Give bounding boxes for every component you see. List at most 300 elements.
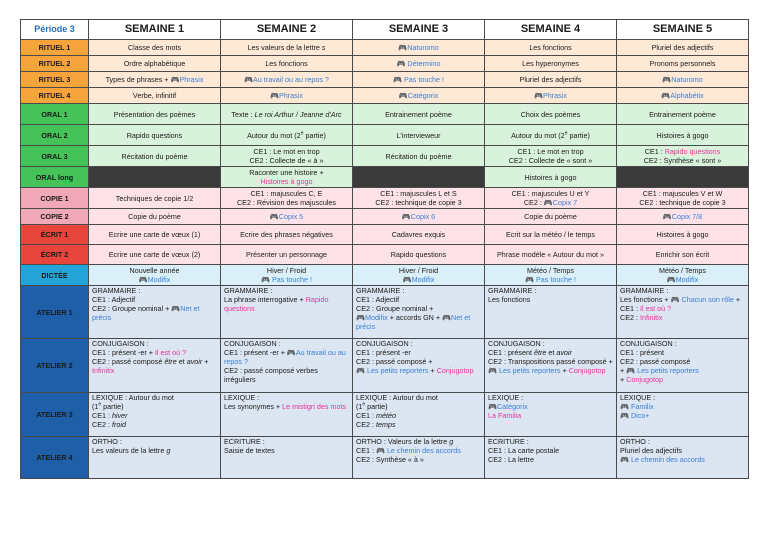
cell-text-pink: Infinitix	[92, 366, 115, 375]
cell-text: et	[546, 348, 557, 357]
cell-heading: CONJUGAISON :	[92, 339, 149, 348]
game-link[interactable]: Alphabétix	[670, 91, 704, 100]
cell-line: CE1 : majuscules C, E	[250, 189, 323, 198]
game-link[interactable]: Net et précis	[92, 304, 200, 322]
game-link[interactable]: Naturomo	[671, 75, 703, 84]
cell-line: CE1 : La carte postale	[488, 446, 560, 455]
cell-text-italic: avoir	[186, 357, 203, 366]
game-controller-icon: 🎮	[626, 366, 636, 375]
row-oral-3	[21, 146, 749, 167]
cell-text: +	[733, 295, 741, 304]
cell-text: Autour du mot (2	[247, 130, 301, 140]
row-label: RITUEL 4	[21, 88, 89, 104]
game-link[interactable]: Copix 7/8	[671, 212, 703, 221]
cell	[617, 88, 749, 104]
row-label: ÉCRIT 2	[21, 245, 89, 265]
game-link[interactable]: Modifix	[364, 313, 388, 322]
cell-heading: GRAMMAIRE :	[620, 286, 669, 295]
game-controller-icon: 🎮	[356, 313, 365, 322]
cell-text-sup: e	[362, 401, 366, 408]
cell	[353, 40, 485, 56]
cell-text-italic: froid	[111, 420, 126, 429]
game-controller-icon: 🎮	[171, 304, 181, 313]
game-link[interactable]: Pas touche !	[535, 275, 576, 284]
cell-line: CE1 : Le mot en trop	[517, 147, 584, 156]
cell-text: partie)	[303, 130, 326, 140]
cell	[221, 88, 353, 104]
cell: Entrainement poème	[353, 104, 485, 125]
cell-text-pink: Conjugotop	[568, 366, 606, 375]
cell-text-italic: Le roi Arthur / Jeanne d'Arc	[254, 109, 342, 119]
cell	[617, 265, 749, 286]
cell-text: Valeurs de la lettre	[387, 437, 450, 446]
row-rituel-1	[21, 40, 749, 56]
game-link[interactable]: Modifix	[411, 275, 435, 284]
cell-text: CE1 :	[356, 411, 376, 420]
cell-text: CE1 :	[92, 411, 112, 420]
cell	[617, 146, 749, 167]
cell	[89, 339, 221, 393]
cell-line: CE2 : Synthèse « à »	[356, 455, 424, 464]
cell	[221, 437, 353, 479]
row-atelier-3	[21, 393, 749, 437]
cell: Ecrire des phrases négatives	[221, 225, 353, 245]
game-link[interactable]: Le chemin des accords	[630, 455, 705, 464]
cell	[353, 72, 485, 88]
cell-text: CE2 :	[620, 313, 640, 322]
row-atelier-1	[21, 286, 749, 339]
game-link[interactable]: Naturomo	[407, 43, 439, 52]
cell	[221, 72, 353, 88]
cell-text-pink: Rapido questions	[224, 295, 329, 313]
weekly-planner-table	[20, 19, 749, 479]
cell-line: CE2 : Collecte de « sont »	[508, 156, 593, 165]
cell-text-italic: g	[449, 437, 454, 446]
cell-line: CE1 : Adjectif	[356, 295, 400, 304]
cell-text: +	[202, 357, 209, 366]
game-link[interactable]: Phrasix	[542, 91, 567, 100]
cell-text: Les synonymes +	[224, 402, 283, 411]
cell	[89, 437, 221, 479]
cell-line: Raconter une histoire +	[249, 168, 324, 177]
game-controller-icon: 🎮	[286, 348, 296, 357]
cell-text: CE1 : présent -er +	[92, 348, 155, 357]
cell-heading: CONJUGAISON :	[224, 339, 281, 348]
cell-line: CE1 : Le mot en trop	[253, 147, 320, 156]
cell	[485, 88, 617, 104]
cell	[221, 393, 353, 437]
cell	[353, 265, 485, 286]
cell: Ordre alphabétique	[89, 56, 221, 72]
cell: Histoires à gogo	[617, 125, 749, 146]
game-controller-icon: 🎮	[662, 212, 672, 221]
game-controller-icon: 🎮	[270, 91, 279, 100]
header-row	[21, 20, 749, 40]
cell	[485, 437, 617, 479]
cell-text: La phrase interrogative +	[224, 295, 306, 304]
game-controller-icon: 🎮	[375, 446, 385, 455]
cell-line: CE2 : La lettre	[488, 455, 534, 464]
cell	[353, 437, 485, 479]
game-controller-icon: 🎮	[662, 75, 672, 84]
cell-line: CE1 : Adjectif	[92, 295, 136, 304]
cell-line: Météo / Temps	[526, 266, 574, 275]
cell	[485, 286, 617, 339]
row-rituel-2	[21, 56, 749, 72]
cell-text-sup: e	[98, 401, 102, 408]
cell	[221, 265, 353, 286]
cell-text: +	[620, 366, 627, 375]
row-ecrit-1	[21, 225, 749, 245]
cell: Classe des mots	[89, 40, 221, 56]
cell-text: partie)	[567, 130, 590, 140]
cell-line: Météo / Temps	[658, 266, 706, 275]
cell-text: CE1 :	[356, 446, 376, 455]
row-label: ORAL 3	[21, 146, 89, 167]
cell-text: CE1 : présent	[488, 348, 534, 357]
game-link[interactable]: Au travail ou au repos ?	[224, 348, 346, 366]
week-header-3: SEMAINE 3	[353, 20, 485, 40]
cell	[221, 209, 353, 225]
row-label: ORAL 1	[21, 104, 89, 125]
cell-text-sup: e	[564, 130, 568, 137]
game-controller-icon: 🎮	[620, 455, 629, 464]
cell	[89, 286, 221, 339]
cell-text: CE2 :	[92, 420, 112, 429]
game-link[interactable]: Pas touche !	[271, 275, 312, 284]
cell-text: partie)	[101, 402, 124, 411]
cell	[353, 339, 485, 393]
cell-heading: GRAMMAIRE :	[488, 286, 537, 295]
row-label: ORAL 2	[21, 125, 89, 146]
game-controller-icon: 🎮	[666, 275, 676, 284]
game-controller-icon: 🎮	[244, 75, 254, 84]
game-link[interactable]: Pas touche !	[403, 75, 444, 84]
game-link[interactable]: Catégorix	[496, 402, 528, 411]
cell	[221, 104, 353, 125]
cell	[221, 339, 353, 393]
game-controller-icon: 🎮	[525, 275, 534, 284]
cell-line: CE1 : majuscules V et W	[642, 189, 723, 198]
cell: Les hyperonymes	[485, 56, 617, 72]
game-link[interactable]: Phrasix	[179, 75, 204, 84]
cell: L'intervieweur	[353, 125, 485, 146]
cell-text: Types de phrases +	[105, 75, 171, 84]
cell: Copie du poème	[89, 209, 221, 225]
cell-heading: GRAMMAIRE :	[224, 286, 273, 295]
cell-line: CE1 : majuscules L et S	[380, 189, 457, 198]
cell: Ecrit sur la météo / le temps	[485, 225, 617, 245]
cell-text: CE1 :	[644, 147, 665, 156]
cell	[485, 188, 617, 209]
cell-heading: CONJUGAISON :	[356, 339, 413, 348]
row-rituel-4	[21, 88, 749, 104]
game-link[interactable]: Les petits reporters	[637, 366, 699, 375]
cell-heading: ECRITURE :	[224, 437, 265, 446]
cell-text-pink: Conjugotop	[626, 375, 663, 384]
row-dictee	[21, 265, 749, 286]
game-link[interactable]: Détermino	[407, 59, 441, 68]
row-atelier-4	[21, 437, 749, 479]
row-oral-2	[21, 125, 749, 146]
cell-text: Autour du mot (2	[511, 130, 565, 140]
cell	[617, 393, 749, 437]
cell-empty	[89, 167, 221, 188]
cell-text: CE1 :	[620, 304, 640, 313]
cell	[617, 209, 749, 225]
cell-text-pink: Conjugotop	[436, 366, 474, 375]
cell-line: CE2 : passé composé +	[356, 357, 433, 366]
row-label: ATELIER 4	[21, 437, 89, 479]
cell: Cadavres exquis	[353, 225, 485, 245]
row-label: ÉCRIT 1	[21, 225, 89, 245]
cell-text: Les valeurs de la lettre	[92, 446, 167, 455]
row-ecrit-2	[21, 245, 749, 265]
cell-text-italic: temps	[375, 420, 396, 429]
game-link[interactable]: Modifix	[675, 275, 699, 284]
cell-text: (1	[92, 402, 99, 411]
cell-text-italic: être	[533, 348, 547, 357]
game-controller-icon: 🎮	[269, 212, 279, 221]
row-label: COPIE 2	[21, 209, 89, 225]
cell-heading: CONJUGAISON :	[620, 339, 677, 348]
game-controller-icon: 🎮	[402, 275, 412, 284]
row-label: ATELIER 2	[21, 339, 89, 393]
cell	[353, 393, 485, 437]
game-controller-icon: 🎮	[620, 402, 629, 411]
game-link[interactable]: Phrasix	[278, 91, 303, 100]
cell-line: CE1 : présent	[620, 348, 664, 357]
row-label: COPIE 1	[21, 188, 89, 209]
cell-text: CE1 : présent -er +	[224, 348, 287, 357]
cell-text: CE2 : Transpositions passé composé +	[488, 357, 613, 366]
cell-text-italic: avoir	[556, 348, 572, 357]
week-header-2: SEMAINE 2	[221, 20, 353, 40]
row-label: ATELIER 1	[21, 286, 89, 339]
game-link[interactable]: Les petits reporters	[366, 366, 429, 375]
row-oral-long	[21, 167, 749, 188]
cell-heading: ORTHO :	[620, 437, 650, 446]
cell-text: Texte :	[231, 109, 255, 119]
cell-line: CE2 : passé composé	[620, 357, 691, 366]
cell-heading: LEXIQUE :	[488, 393, 524, 402]
game-link[interactable]: Le chemin des accords	[386, 446, 461, 455]
cell	[353, 188, 485, 209]
game-controller-icon: 🎮	[398, 43, 408, 52]
cell-text-pink: Rapido questions	[664, 147, 721, 156]
cell: Phrase modèle « Autour du mot »	[485, 245, 617, 265]
game-controller-icon: 🎮	[534, 91, 543, 100]
cell: Enrichir son écrit	[617, 245, 749, 265]
cell-heading: ORTHO :	[92, 437, 122, 446]
game-link[interactable]: Copix 6	[410, 212, 436, 221]
cell-empty	[353, 167, 485, 188]
row-label: ORAL long	[21, 167, 89, 188]
game-link[interactable]: Net et précis	[356, 313, 471, 331]
cell	[353, 56, 485, 72]
cell-heading: ORTHO :	[356, 437, 388, 446]
cell-line: CE2 : technique de copie 3	[639, 198, 726, 207]
cell-line: Pluriel des adjectifs	[620, 446, 682, 455]
cell	[617, 437, 749, 479]
cell: Ecrire une carte de vœux (1)	[89, 225, 221, 245]
game-controller-icon: 🎮	[138, 275, 148, 284]
cell	[221, 167, 353, 188]
cell-heading: LEXIQUE : Autour du mot	[92, 393, 174, 402]
period-label: Période 3	[21, 20, 89, 40]
cell: Présentation des poèmes	[89, 104, 221, 125]
week-header-1: SEMAINE 1	[89, 20, 221, 40]
game-controller-icon: 🎮	[261, 275, 270, 284]
cell-text-italic: hiver	[111, 411, 128, 420]
cell	[221, 40, 353, 56]
cell	[485, 339, 617, 393]
cell-line: CE1 : majuscules U et Y	[511, 189, 590, 198]
cell: Récitation du poème	[353, 146, 485, 167]
game-controller-icon: 🎮	[543, 198, 553, 207]
cell	[485, 393, 617, 437]
row-atelier-2	[21, 339, 749, 393]
cell: Copie du poème	[485, 209, 617, 225]
cell: Verbe, infinitif	[89, 88, 221, 104]
cell-text: partie)	[365, 402, 388, 411]
cell	[89, 265, 221, 286]
cell	[353, 88, 485, 104]
cell	[617, 286, 749, 339]
game-controller-icon: 🎮	[396, 59, 406, 68]
cell: Ecrire une carte de vœux (2)	[89, 245, 221, 265]
game-link[interactable]: Modifix	[147, 275, 171, 284]
cell-text: CE2 :	[523, 198, 544, 207]
cell-empty	[617, 167, 749, 188]
game-link[interactable]: Catégorix	[407, 91, 439, 100]
game-controller-icon: 🎮	[488, 366, 497, 375]
cell: Récitation du poème	[89, 146, 221, 167]
game-controller-icon: 🎮	[488, 402, 497, 411]
cell	[89, 72, 221, 88]
cell	[221, 188, 353, 209]
cell-text: Les valeurs de la lettre	[247, 43, 320, 52]
cell	[353, 286, 485, 339]
cell	[221, 146, 353, 167]
game-controller-icon: 🎮	[661, 91, 671, 100]
cell	[617, 72, 749, 88]
cell: Les fonctions	[485, 40, 617, 56]
cell-text-pink: Infinitix	[639, 313, 663, 322]
cell: Les fonctions	[221, 56, 353, 72]
cell: Rapido questions	[89, 125, 221, 146]
row-label: ATELIER 3	[21, 393, 89, 437]
cell-text-italic: météo	[375, 411, 396, 420]
cell-text-pink: Il est où ?	[639, 304, 672, 313]
cell	[221, 286, 353, 339]
cell: Pluriel des adjectifs	[617, 40, 749, 56]
cell-text-pink: Le mistigri des mots	[282, 402, 347, 411]
game-link[interactable]: Au travail ou au repos ?	[253, 75, 329, 84]
cell-text: Les fonctions +	[620, 295, 671, 304]
game-controller-icon: 🎮	[393, 75, 402, 84]
cell	[485, 265, 617, 286]
cell-heading: ECRITURE :	[488, 437, 529, 446]
cell-text: CE2 : passé composé	[92, 357, 165, 366]
game-controller-icon: 🎮	[356, 366, 365, 375]
cell	[353, 209, 485, 225]
row-copie-2	[21, 209, 749, 225]
game-link[interactable]: Les petits reporters	[498, 366, 561, 375]
cell: Histoires à gogo	[485, 167, 617, 188]
game-link[interactable]: Dico+	[630, 411, 650, 420]
game-controller-icon: 🎮	[442, 313, 452, 322]
cell-heading: LEXIQUE :	[224, 393, 260, 402]
row-label: RITUEL 1	[21, 40, 89, 56]
cell-heading: LEXIQUE : Autour du mot	[356, 393, 438, 402]
cell-heading: CONJUGAISON :	[488, 339, 545, 348]
game-controller-icon: 🎮	[170, 75, 180, 84]
cell: Présenter un personnage	[221, 245, 353, 265]
row-oral-1	[21, 104, 749, 125]
row-label: DICTÉE	[21, 265, 89, 286]
cell-heading: LEXIQUE :	[620, 393, 656, 402]
row-rituel-3	[21, 72, 749, 88]
cell-text-italic: être	[164, 357, 177, 366]
cell-line: Nouvelle année	[129, 266, 180, 275]
cell-heading: GRAMMAIRE :	[356, 286, 405, 295]
cell-text: +	[560, 366, 569, 375]
cell-heading: GRAMMAIRE :	[92, 286, 141, 295]
cell: Choix des poèmes	[485, 104, 617, 125]
game-controller-icon: 🎮	[401, 212, 411, 221]
cell-line: CE2 : passé composé verbes irréguliers	[224, 366, 318, 384]
row-label: RITUEL 2	[21, 56, 89, 72]
cell-line: Saisie de textes	[224, 446, 275, 455]
game-link[interactable]: Copix 5	[278, 212, 304, 221]
game-controller-icon: 🎮	[620, 411, 629, 420]
cell: Entrainement poème	[617, 104, 749, 125]
cell	[617, 188, 749, 209]
game-controller-icon: 🎮	[670, 295, 680, 304]
cell-text: CE2 : Groupe nominal +	[92, 304, 172, 313]
cell	[221, 125, 353, 146]
cell: Pluriel des adjectifs	[485, 72, 617, 88]
cell-line: CE2 : technique de copie 3	[375, 198, 462, 207]
cell-text: et	[176, 357, 187, 366]
cell-line-pink: Histoires à gogo	[260, 177, 313, 186]
game-controller-icon: 🎮	[398, 91, 408, 100]
cell	[485, 125, 617, 146]
cell	[617, 339, 749, 393]
cell: Pronoms personnels	[617, 56, 749, 72]
cell-text-italic: g	[166, 446, 171, 455]
game-link[interactable]: Copix 7	[552, 198, 578, 207]
cell-line: Les fonctions	[488, 295, 531, 304]
game-link[interactable]: Chacun son rôle	[681, 295, 734, 304]
cell-text: CE2 :	[356, 420, 376, 429]
game-link[interactable]: Familix	[630, 402, 654, 411]
cell: Histoires à gogo	[617, 225, 749, 245]
cell-text: +	[428, 366, 437, 375]
cell-line: Hiver / Froid	[266, 266, 307, 275]
cell-line: CE2 : Synthèse « sont »	[643, 156, 722, 165]
cell	[485, 146, 617, 167]
cell-line: Hiver / Froid	[398, 266, 439, 275]
cell	[89, 393, 221, 437]
cell-line: CE2 : Collecte de « à »	[249, 156, 324, 165]
cell: Rapido questions	[353, 245, 485, 265]
week-header-4: SEMAINE 4	[485, 20, 617, 40]
cell-text-pink: Il est où ?	[154, 348, 187, 357]
cell-text-italic: s	[321, 43, 326, 52]
week-header-5: SEMAINE 5	[617, 20, 749, 40]
